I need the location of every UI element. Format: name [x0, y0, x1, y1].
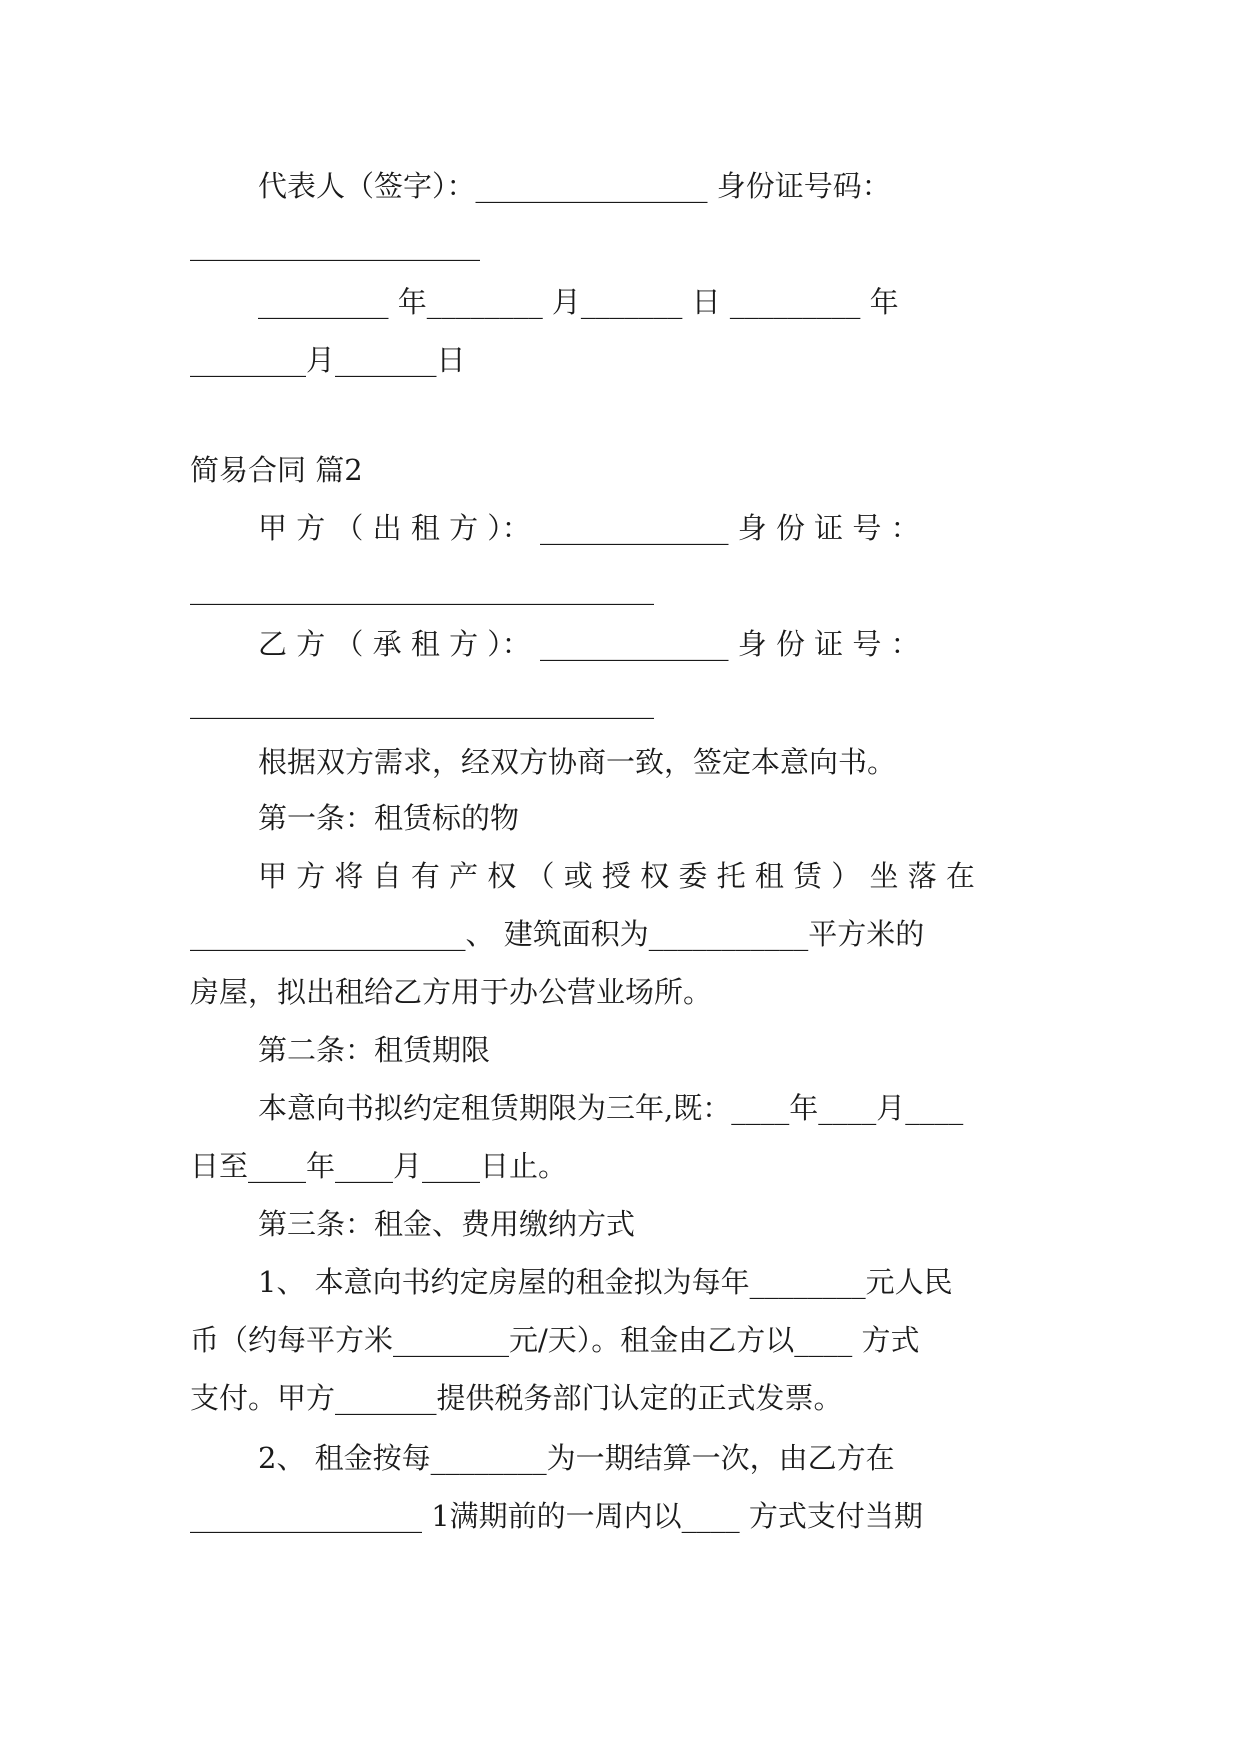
article-1-text-1: 甲 方 将 自 有 产 权 （ 或 授 权 委 托 租 赁 ） 坐 落 在 — [258, 859, 975, 893]
article-3-item-1-text-1: 1、 本意向书约定房屋的租金拟为每年________元人民 — [258, 1265, 953, 1299]
article-3-item-1-text-3: 支付。甲方_______提供税务部门认定的正式发票。 — [190, 1381, 843, 1415]
party-a-line: 甲 方 （ 出 租 方 ）： _____________ 身 份 证 号 ： — [258, 511, 920, 545]
article-3-item-2-text-1: 2、 租金按每________为一期结算一次，由乙方在 — [258, 1441, 895, 1475]
date-line-1: _________ 年________ 月_______ 日 _________ 年 — [258, 285, 899, 319]
article-1-text-3: 房屋，拟出租给乙方用于办公营业场所。 — [190, 975, 713, 1009]
article-2-text-2: 日至____年____月____日止。 — [190, 1149, 568, 1183]
section-heading: 简易合同 篇2 — [190, 453, 363, 487]
article-1-title: 第一条：租赁标的物 — [258, 801, 520, 835]
article-3-title: 第三条：租金、费用缴纳方式 — [258, 1207, 636, 1241]
date-line-2: ________月_______日 — [190, 343, 466, 377]
article-3-item-2-text-2: ________________ 1满期前的一周内以____ 方式支付当期 — [190, 1499, 923, 1533]
article-3-item-1-text-2: 币（约每平方米________元/天）。租金由乙方以____ 方式 — [190, 1323, 920, 1357]
party-b-id-blank: ________________________________ — [190, 685, 654, 719]
article-2-title: 第二条：租赁期限 — [258, 1033, 491, 1067]
party-a-id-blank: ________________________________ — [190, 571, 654, 605]
party-b-line: 乙 方 （ 承 租 方 ）： _____________ 身 份 证 号 ： — [258, 627, 920, 661]
article-2-text-1: 本意向书拟约定租赁期限为三年,既：____年____月____ — [258, 1091, 964, 1125]
id-number-blank: ____________________ — [190, 227, 480, 261]
article-1-text-2: ___________________、 建筑面积为___________平方米的 — [190, 917, 925, 951]
representative-signature-line: 代表人（签字）：________________ 身份证号码： — [258, 169, 891, 203]
preamble-text: 根据双方需求，经双方协商一致，签定本意向书。 — [258, 745, 897, 779]
